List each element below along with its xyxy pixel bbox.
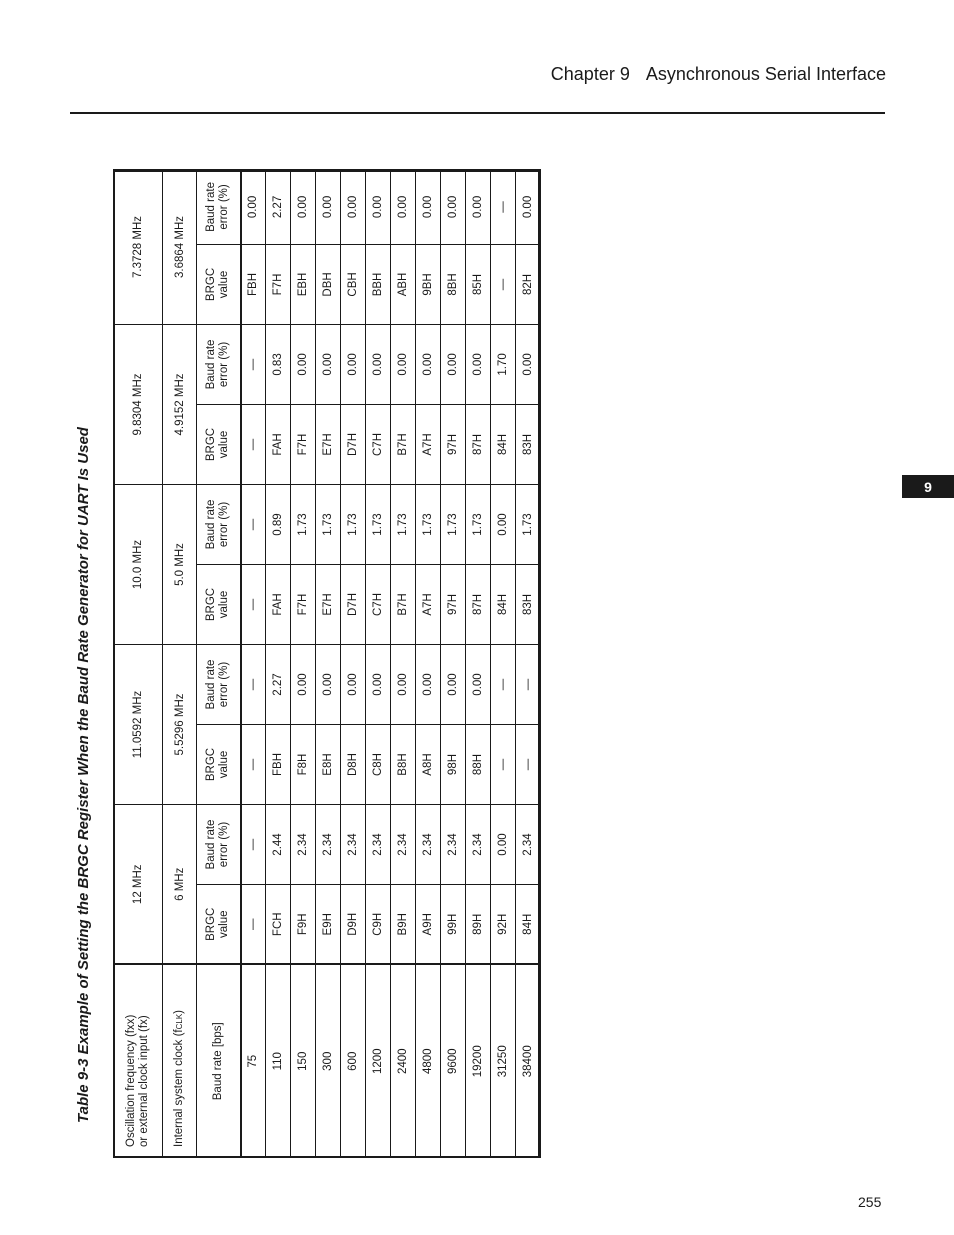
baud-rate-error-cell: 2.44 — [266, 805, 291, 885]
baud-rate-error-cell: 2.34 — [416, 805, 441, 885]
page-number: 255 — [858, 1194, 882, 1210]
baud-rate-error-cell: 0.00 — [516, 324, 541, 404]
brgc-value-cell: FBH — [266, 725, 291, 805]
baud-rate-error-cell: 1.73 — [466, 484, 491, 564]
brgc-value-cell: F8H — [291, 725, 316, 805]
brgc-value-cell: D9H — [341, 885, 366, 965]
baud-rate-cell: 75 — [241, 965, 266, 1158]
brgc-value-cell: F7H — [266, 244, 291, 324]
table-row — [391, 169, 416, 1157]
brgc-value-cell: C7H — [366, 404, 391, 484]
brgc-value-cell: — — [491, 244, 516, 324]
brgc-value-cell: 84H — [491, 404, 516, 484]
brgc-value-cell: A9H — [416, 885, 441, 965]
brgc-value-header: BRGC value — [197, 244, 241, 324]
baud-rate-error-cell: — — [241, 805, 266, 885]
brgc-value-cell: D7H — [341, 404, 366, 484]
brgc-value-cell: — — [491, 725, 516, 805]
header-rule — [70, 112, 885, 114]
brgc-value-cell: 97H — [441, 404, 466, 484]
brgc-value-cell: 97H — [441, 564, 466, 644]
brgc-value-cell: E7H — [316, 404, 341, 484]
brgc-value-cell: FBH — [241, 244, 266, 324]
brgc-value-cell: 84H — [491, 564, 516, 644]
brgc-value-cell: 84H — [516, 885, 541, 965]
baud-rate-error-cell: 2.34 — [466, 805, 491, 885]
brgc-value-cell: E7H — [316, 564, 341, 644]
table-row — [266, 169, 291, 1157]
brgc-value-cell: 98H — [441, 725, 466, 805]
baud-rate-error-cell: 2.27 — [266, 644, 291, 724]
baud-rate-error-cell: 1.73 — [416, 484, 441, 564]
brgc-value-cell: — — [241, 725, 266, 805]
brgc-value-cell: D7H — [341, 564, 366, 644]
brgc-value-cell: 85H — [466, 244, 491, 324]
internal-clock-value: 6 MHz — [163, 805, 197, 965]
baud-rate-error-cell: 2.27 — [266, 169, 291, 244]
baud-rate-error-cell: 0.00 — [516, 169, 541, 244]
column-subheader-row — [197, 169, 241, 1157]
brgc-value-cell: 92H — [491, 885, 516, 965]
brgc-value-cell: 87H — [466, 404, 491, 484]
baud-rate-error-cell: — — [241, 324, 266, 404]
internal-clock-value: 5.0 MHz — [163, 484, 197, 644]
baud-rate-error-cell: 0.00 — [341, 324, 366, 404]
oscillation-frequency-value: 11.0592 MHz — [114, 644, 163, 804]
baud-rate-error-cell: 0.00 — [416, 169, 441, 244]
baud-rate-error-cell: 0.00 — [441, 644, 466, 724]
baud-rate-cell: 1200 — [366, 965, 391, 1158]
baud-rate-error-cell: 0.00 — [441, 169, 466, 244]
brgc-value-cell: BBH — [366, 244, 391, 324]
table-row — [516, 169, 541, 1157]
table-row — [291, 169, 316, 1157]
brgc-value-cell: F7H — [291, 564, 316, 644]
oscillation-frequency-value: 10.0 MHz — [114, 484, 163, 644]
baud-rate-error-cell: — — [516, 644, 541, 724]
baud-rate-error-cell: 0.00 — [441, 324, 466, 404]
baud-rate-error-cell: — — [241, 644, 266, 724]
brgc-value-header: BRGC value — [197, 725, 241, 805]
baud-rate-error-cell: 0.00 — [416, 324, 441, 404]
baud-rate-error-cell: 0.00 — [241, 169, 266, 244]
baud-rate-error-cell: 1.73 — [441, 484, 466, 564]
internal-clock-row — [163, 169, 197, 1157]
table-row — [316, 169, 341, 1157]
brgc-value-cell: 8BH — [441, 244, 466, 324]
brgc-value-cell: FCH — [266, 885, 291, 965]
baud-rate-error-cell: 1.73 — [291, 484, 316, 564]
brgc-value-cell: F9H — [291, 885, 316, 965]
baud-rate-error-cell: — — [491, 169, 516, 244]
baud-rate-error-cell: 2.34 — [316, 805, 341, 885]
brgc-value-cell: ABH — [391, 244, 416, 324]
baud-rate-error-cell: 0.00 — [316, 324, 341, 404]
baud-rate-cell: 38400 — [516, 965, 541, 1158]
table-row — [466, 169, 491, 1157]
baud-rate-error-header: Baud rate error (%) — [197, 324, 241, 404]
brgc-value-cell: — — [241, 885, 266, 965]
internal-clock-value: 5.5296 MHz — [163, 644, 197, 804]
baud-rate-error-cell: 0.00 — [391, 324, 416, 404]
brgc-value-cell: C8H — [366, 725, 391, 805]
baud-rate-cell: 9600 — [441, 965, 466, 1158]
baud-rate-error-cell: 1.73 — [366, 484, 391, 564]
baud-rate-error-header: Baud rate error (%) — [197, 805, 241, 885]
brgc-value-cell: 87H — [466, 564, 491, 644]
brgc-value-cell: D8H — [341, 725, 366, 805]
chapter-tab — [902, 475, 954, 498]
oscillation-frequency-value: 9.8304 MHz — [114, 324, 163, 484]
baud-rate-error-cell: 0.00 — [316, 169, 341, 244]
baud-rate-cell: 4800 — [416, 965, 441, 1158]
brgc-value-cell: A8H — [416, 725, 441, 805]
baud-rate-error-cell: 2.34 — [291, 805, 316, 885]
brgc-value-cell: DBH — [316, 244, 341, 324]
baud-rate-label: Baud rate [bps] — [197, 965, 241, 1158]
brgc-value-cell: — — [241, 564, 266, 644]
baud-rate-error-cell: 0.00 — [466, 324, 491, 404]
baud-rate-cell: 600 — [341, 965, 366, 1158]
baud-rate-cell: 150 — [291, 965, 316, 1158]
baud-rate-error-cell: 2.34 — [341, 805, 366, 885]
baud-rate-error-cell: 1.70 — [491, 324, 516, 404]
internal-clock-value: 3.6864 MHz — [163, 169, 197, 324]
baud-rate-error-cell: 0.00 — [291, 324, 316, 404]
brgc-value-cell: C9H — [366, 885, 391, 965]
brgc-value-cell: — — [241, 404, 266, 484]
chapter-number: Chapter 9 — [550, 64, 630, 84]
internal-clock-value: 4.9152 MHz — [163, 324, 197, 484]
baud-rate-error-cell: — — [241, 484, 266, 564]
baud-rate-error-cell: 0.89 — [266, 484, 291, 564]
baud-rate-error-cell: 0.00 — [491, 484, 516, 564]
brgc-value-cell: A7H — [416, 404, 441, 484]
brgc-value-cell: 83H — [516, 404, 541, 484]
baud-rate-cell: 31250 — [491, 965, 516, 1158]
baud-rate-cell: 110 — [266, 965, 291, 1158]
baud-rate-error-cell: 2.34 — [441, 805, 466, 885]
baud-rate-error-cell: 0.00 — [341, 169, 366, 244]
brgc-value-cell: EBH — [291, 244, 316, 324]
baud-rate-error-header: Baud rate error (%) — [197, 644, 241, 724]
baud-rate-error-cell: 0.00 — [291, 644, 316, 724]
baud-rate-error-cell: 1.73 — [341, 484, 366, 564]
brgc-value-cell: B7H — [391, 564, 416, 644]
baud-rate-error-cell: 0.00 — [466, 644, 491, 724]
baud-rate-error-cell: 0.00 — [366, 644, 391, 724]
table-row — [241, 169, 266, 1157]
baud-rate-cell: 19200 — [466, 965, 491, 1158]
brgc-value-cell: 89H — [466, 885, 491, 965]
brgc-value-cell: F7H — [291, 404, 316, 484]
chapter-tab-label: 9 — [924, 478, 932, 495]
table-row — [416, 169, 441, 1157]
brgc-value-cell: — — [516, 725, 541, 805]
baud-rate-error-cell: 0.00 — [366, 324, 391, 404]
baud-rate-error-cell: 0.00 — [366, 169, 391, 244]
brgc-value-cell: FAH — [266, 564, 291, 644]
baud-rate-cell: 2400 — [391, 965, 416, 1158]
brgc-value-cell: A7H — [416, 564, 441, 644]
baud-rate-error-cell: 1.73 — [391, 484, 416, 564]
brgc-value-header: BRGC value — [197, 404, 241, 484]
baud-rate-error-header: Baud rate error (%) — [197, 484, 241, 564]
brgc-value-cell: 88H — [466, 725, 491, 805]
baud-rate-error-cell: 0.00 — [491, 805, 516, 885]
baud-rate-error-cell: 0.00 — [416, 644, 441, 724]
oscillation-frequency-row — [114, 169, 163, 1157]
chapter-header — [551, 64, 886, 85]
chapter-title: Asynchronous Serial Interface — [645, 64, 886, 84]
brgc-value-cell: 83H — [516, 564, 541, 644]
brgc-value-cell: E9H — [316, 885, 341, 965]
brgc-value-cell: E8H — [316, 725, 341, 805]
baud-rate-error-cell: 0.83 — [266, 324, 291, 404]
brgc-settings-table — [113, 169, 541, 1158]
table-row — [341, 169, 366, 1157]
brgc-value-cell: C7H — [366, 564, 391, 644]
brgc-value-cell: 82H — [516, 244, 541, 324]
table-row — [491, 169, 516, 1157]
oscillation-frequency-value: 12 MHz — [114, 805, 163, 965]
baud-rate-error-cell: 0.00 — [291, 169, 316, 244]
brgc-value-header: BRGC value — [197, 564, 241, 644]
baud-rate-error-cell: 0.00 — [391, 169, 416, 244]
baud-rate-cell: 300 — [316, 965, 341, 1158]
table-caption: Table 9-3 Example of Setting the BRGC Register When the Baud Rate Generator for UART Is Used — [75, 427, 92, 1123]
baud-rate-error-cell: 1.73 — [316, 484, 341, 564]
baud-rate-error-cell: 2.34 — [366, 805, 391, 885]
oscillation-frequency-label: Oscillation frequency (fxx) or external clock input (fx) — [114, 965, 163, 1158]
baud-rate-error-cell: 0.00 — [341, 644, 366, 724]
baud-rate-error-cell: 0.00 — [316, 644, 341, 724]
baud-rate-error-cell: 1.73 — [516, 484, 541, 564]
brgc-value-cell: B7H — [391, 404, 416, 484]
baud-rate-error-cell: 2.34 — [516, 805, 541, 885]
brgc-value-cell: 9BH — [416, 244, 441, 324]
rotated-table-container — [70, 170, 542, 1158]
brgc-value-header: BRGC value — [197, 885, 241, 965]
brgc-value-cell: 99H — [441, 885, 466, 965]
brgc-value-cell: CBH — [341, 244, 366, 324]
baud-rate-error-cell: 0.00 — [466, 169, 491, 244]
internal-clock-label: Internal system clock (fCLK) — [163, 965, 197, 1158]
baud-rate-error-cell: — — [491, 644, 516, 724]
brgc-value-cell: FAH — [266, 404, 291, 484]
brgc-value-cell: B9H — [391, 885, 416, 965]
baud-rate-error-header: Baud rate error (%) — [197, 169, 241, 244]
brgc-value-cell: B8H — [391, 725, 416, 805]
baud-rate-error-cell: 2.34 — [391, 805, 416, 885]
oscillation-frequency-value: 7.3728 MHz — [114, 169, 163, 324]
baud-rate-error-cell: 0.00 — [391, 644, 416, 724]
table-row — [366, 169, 391, 1157]
table-row — [441, 169, 466, 1157]
